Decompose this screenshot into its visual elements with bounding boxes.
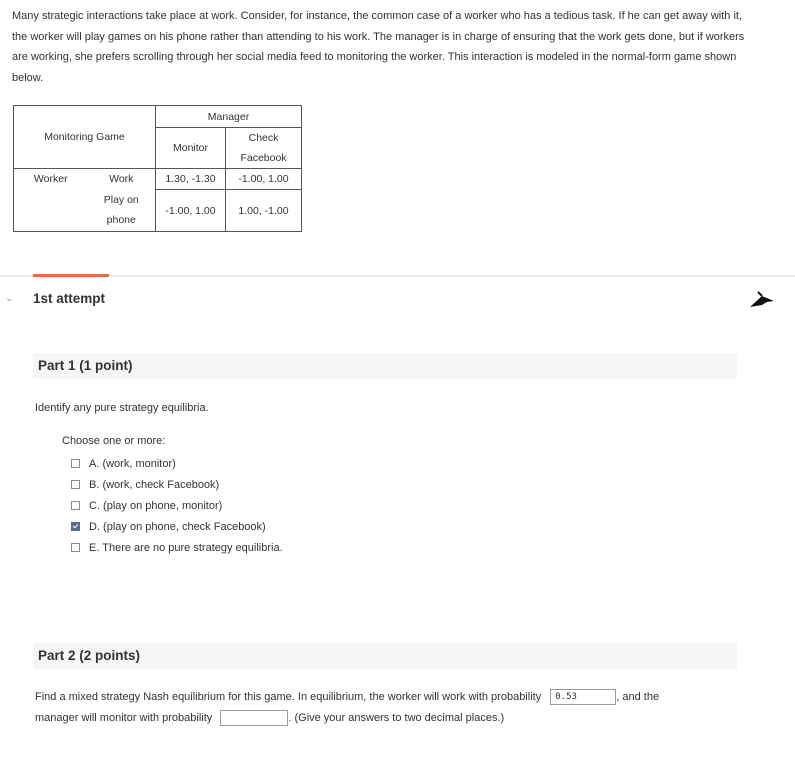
column-player-label: Manager (156, 106, 302, 128)
part1-question: Identify any pure strategy equilibria. (35, 402, 209, 414)
attempt-label[interactable]: 1st attempt (33, 291, 106, 306)
game-title: Monitoring Game (14, 106, 156, 169)
option-b-checkbox[interactable] (71, 480, 80, 489)
option-c[interactable] (71, 499, 222, 513)
row-header-work: Work (88, 169, 156, 190)
payoff-play-monitor: -1.00, 1.00 (156, 190, 226, 232)
row-header-play-on-phone: Play on phone (88, 190, 156, 232)
part1-header: Part 1 (1 point) (33, 353, 737, 379)
problem-intro: Many strategic interactions take place at work. Consider, for instance, the common case of a worker who has a tedious task. If he can get away with it, the worker will play games on his phone rather than attending to his work. The manager is in charge of ensuring that the work gets done, but if workers are working, she prefers scrolling through her social media feed to monitoring the worker. This interaction is modeled in the normal-form game shown below. (12, 10, 745, 84)
game-table (13, 105, 302, 232)
option-d-checkbox[interactable] (71, 522, 80, 531)
option-c-checkbox[interactable] (71, 501, 80, 510)
option-a-checkbox[interactable] (71, 459, 80, 468)
attempt-divider (0, 275, 795, 277)
payoff-play-check: 1.00, -1.00 (226, 190, 302, 232)
option-b-label: B. (work, check Facebook) (89, 479, 220, 491)
payoff-work-check: -1.00, 1.00 (226, 169, 302, 190)
option-e-label: E. There are no pure strategy equilibria. (89, 542, 283, 554)
choose-label: Choose one or more: (62, 435, 166, 447)
col-header-check-facebook: Check Facebook (226, 128, 302, 169)
row-player-label: Worker (14, 169, 88, 232)
part2-header: Part 2 (2 points) (33, 643, 737, 669)
option-c-label: C. (play on phone, monitor) (89, 500, 223, 512)
option-d[interactable] (71, 520, 266, 534)
option-e-checkbox[interactable] (71, 543, 80, 552)
pin-icon[interactable] (748, 290, 776, 312)
payoff-work-monitor: 1.30, -1.30 (156, 169, 226, 190)
option-a-label: A. (work, monitor) (89, 458, 176, 470)
option-e[interactable] (71, 541, 283, 555)
attempt-tab-accent (33, 274, 109, 277)
manager-probability-input[interactable] (220, 710, 288, 726)
option-b[interactable] (71, 478, 219, 492)
part2-line-1: Find a mixed strategy Nash equilibrium for this game. In equilibrium, the worker will work with probability 0.53 , and the (35, 689, 659, 705)
option-d-label: D. (play on phone, check Facebook) (89, 521, 266, 533)
part2-line-2: manager will monitor with probability . (Give your answers to two decimal places.) (35, 710, 504, 726)
option-a[interactable] (71, 457, 176, 471)
chevron-down-icon[interactable]: ⌄ (5, 293, 14, 304)
worker-probability-input[interactable]: 0.53 (550, 689, 616, 705)
col-header-monitor: Monitor (156, 128, 226, 169)
